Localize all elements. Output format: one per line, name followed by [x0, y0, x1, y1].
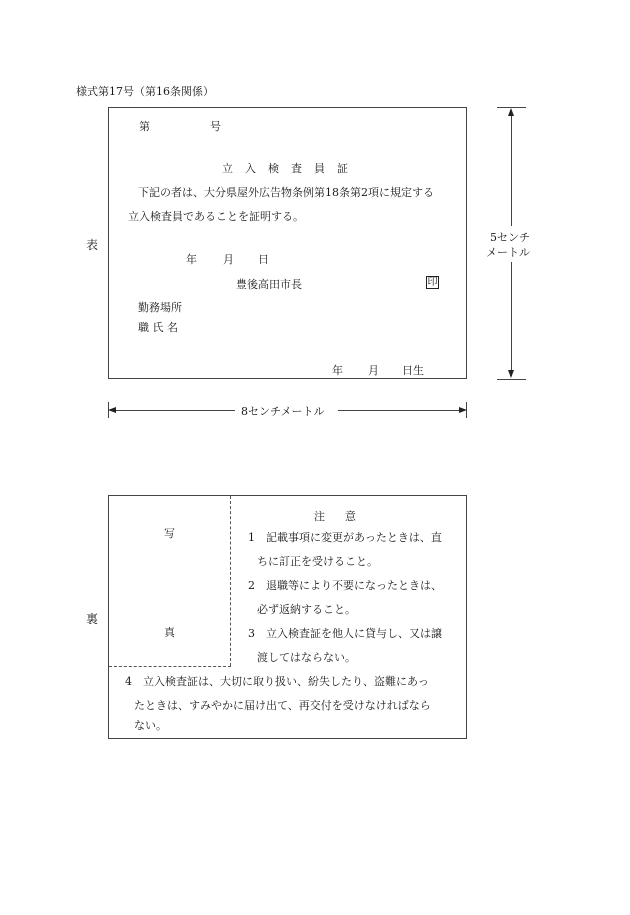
front-side-label: 表 — [86, 238, 99, 252]
height-dimension-line-bottom — [511, 262, 512, 376]
note2-line1: 2 退職等により不要になったときは、 — [248, 579, 442, 592]
width-dimension-line-left — [110, 410, 235, 411]
issue-date-day: 日 — [258, 253, 269, 266]
note3-line2: 渡してはならない。 — [257, 651, 356, 664]
photo-area-border-bottom — [109, 666, 231, 667]
back-card — [108, 495, 467, 739]
birth-year: 年 — [332, 364, 343, 377]
card-title: 立入検査員証 — [222, 162, 360, 175]
issuer-name: 豊後高田市長 — [236, 278, 302, 291]
height-dimension-label-line2: メートル — [486, 246, 530, 259]
workplace-label: 勤務場所 — [138, 301, 182, 314]
note3-line1: 3 立入検査証を他人に貸与し、又は譲 — [248, 627, 442, 640]
arrow-right-icon — [459, 407, 467, 413]
photo-label-top: 写 — [164, 527, 175, 540]
name-title-label: 職 氏 名 — [138, 321, 178, 334]
certificate-number-prefix: 第 — [139, 120, 150, 133]
front-card — [108, 107, 467, 379]
note1-line2: ちに訂正を受けること。 — [257, 555, 378, 568]
height-dimension-bottom-tick — [497, 379, 526, 380]
certificate-number-suffix: 号 — [210, 120, 221, 133]
seal-mark: 印 — [427, 277, 438, 288]
photo-area-border-right — [230, 496, 231, 666]
arrow-left-icon — [108, 407, 116, 413]
birth-day: 日生 — [402, 364, 424, 377]
arrow-down-icon — [508, 370, 514, 378]
back-side-label: 裏 — [86, 612, 99, 626]
height-dimension-line-top — [511, 110, 512, 226]
birth-month: 月 — [368, 364, 379, 377]
notes-title: 注意 — [314, 510, 376, 523]
note4-line2: たときは、すみやかに届け出て、再交付を受けなければなら — [134, 699, 431, 712]
height-dimension-label-line1: 5センチ — [490, 231, 530, 244]
note2-line2: 必ず返納すること。 — [257, 603, 356, 616]
note4-line3: ない。 — [134, 719, 167, 732]
arrow-up-icon — [508, 108, 514, 116]
form-number-label: 様式第17号（第16条関係） — [76, 85, 214, 98]
certification-text-line1: 下記の者は、大分県屋外広告物条例第18条第2項に規定する — [138, 186, 434, 199]
note1-line1: 1 記載事項に変更があったときは、直 — [248, 531, 442, 544]
width-dimension-label: 8センチメートル — [241, 405, 325, 418]
note4-line1: 4 立入検査証は、大切に取り扱い、紛失したり、盗難にあっ — [125, 675, 429, 688]
width-dimension-line-right — [338, 410, 464, 411]
issue-date-month: 月 — [223, 253, 234, 266]
photo-label-bottom: 真 — [164, 626, 175, 639]
issue-date-year: 年 — [186, 253, 197, 266]
certification-text-line2: 立入検査員であることを証明する。 — [128, 210, 304, 223]
